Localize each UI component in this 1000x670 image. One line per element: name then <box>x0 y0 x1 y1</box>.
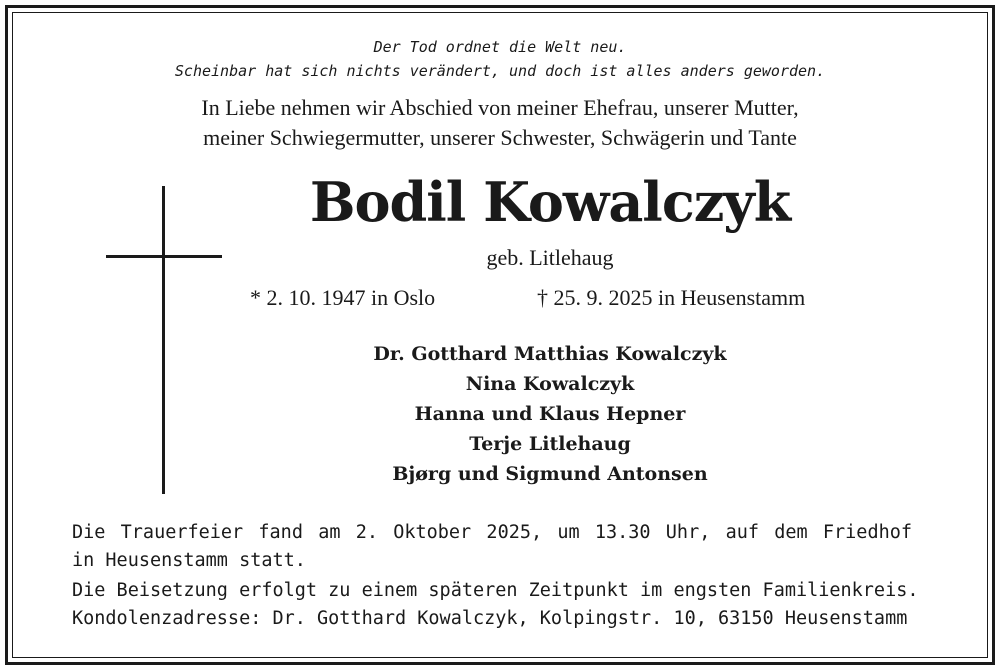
birth-name: geb. Litlehaug <box>486 245 614 270</box>
death-date: † 25. 9. 2025 in Heusenstamm <box>537 285 806 310</box>
motto-line-2: Scheinbar hat sich nichts verändert, und doch ist alles anders geworden. <box>174 62 826 80</box>
mourner-2: Nina Kowalczyk <box>465 373 635 395</box>
deceased-name: Bodil Kowalczyk <box>309 170 791 234</box>
motto-line-1: Der Tod ordnet die Welt neu. <box>373 38 627 56</box>
mourner-5: Bjørg und Sigmund Antonsen <box>392 463 708 485</box>
birth-date: * 2. 10. 1947 in Oslo <box>250 285 436 310</box>
mourner-1: Dr. Gotthard Matthias Kowalczyk <box>373 343 727 365</box>
burial-info: Die Beisetzung erfolgt zu einem späteren Zeitpunkt im engsten Familienkreis. <box>72 580 919 601</box>
intro-line-2: meiner Schwiegermutter, unserer Schwester, Schwägerin und Tante <box>203 125 797 150</box>
mourner-4: Terje Litlehaug <box>469 433 631 455</box>
mourner-3: Hanna und Klaus Hepner <box>414 403 686 425</box>
ceremony-info-line-1: Die Trauerfeier fand am 2. Oktober 2025, um 13.30 Uhr, auf dem Friedhof <box>72 522 912 543</box>
ceremony-info-line-2: in Heusenstamm statt. <box>72 550 306 571</box>
condolence-address: Kondolenzadresse: Dr. Gotthard Kowalczyk, Kolpingstr. 10, 63150 Heusenstamm <box>72 608 908 629</box>
intro-line-1: In Liebe nehmen wir Abschied von meiner Ehefrau, unserer Mutter, <box>201 95 799 120</box>
